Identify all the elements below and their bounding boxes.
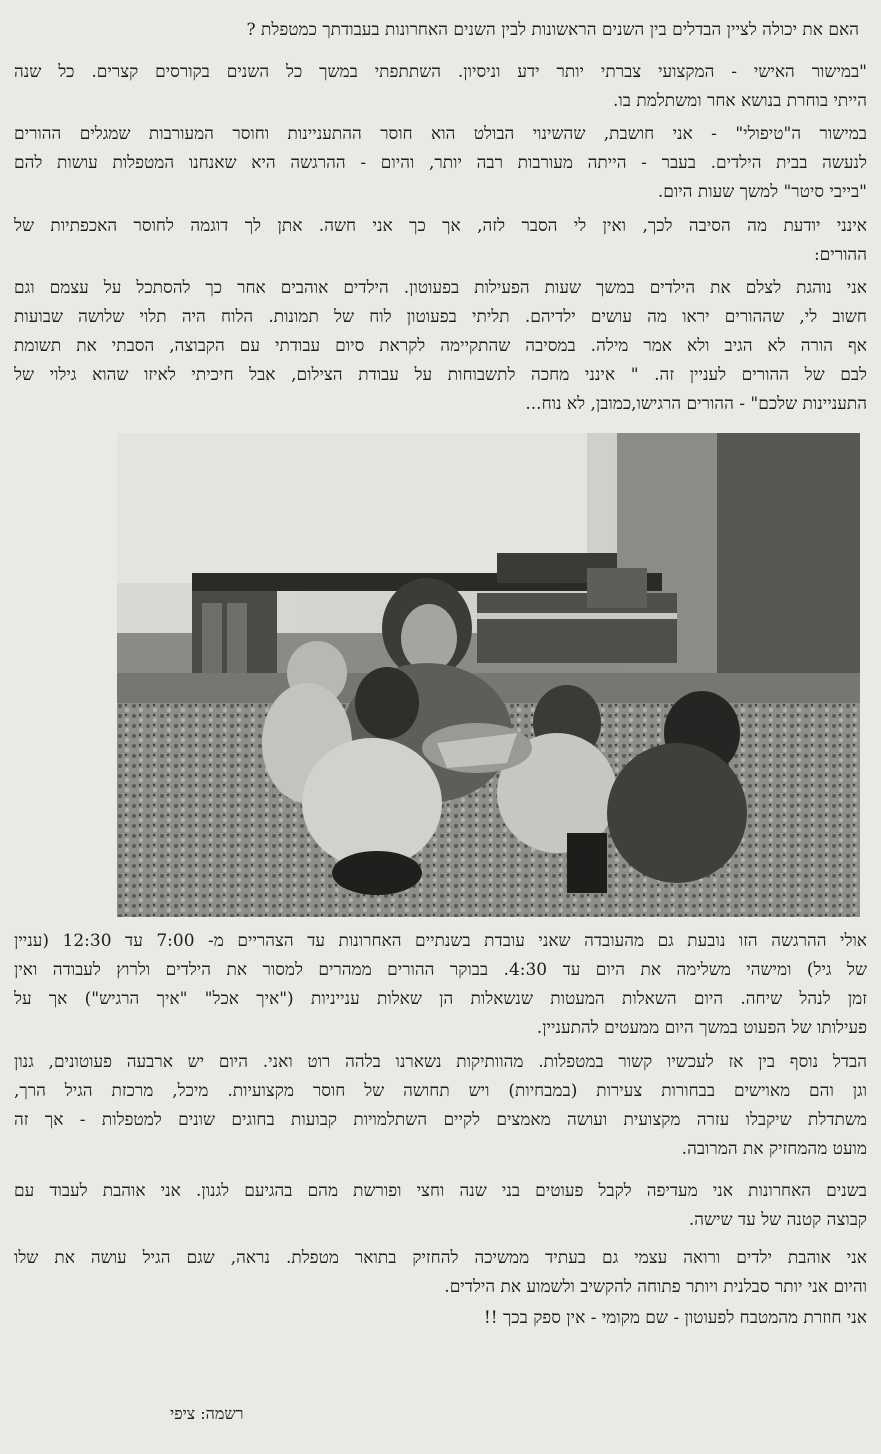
photograph <box>117 433 860 917</box>
paragraph-line: בשנים האחרונות אני מעדיפה לקבל פעוטים בני שנה וחצי ופורשת מהם בהגיעם לגנון. אני אוהבת לעבוד עם <box>14 1181 867 1201</box>
paragraph-line: פעילותו של הפעוט במשך היום ממעטים להתעניין. <box>536 1018 867 1038</box>
paragraph-line: אינני יודעת מה הסיבה לכך, ואין לי הסבר לזה, אך כך אני חשה. אתן לך דוגמה לחוסר האכפתיות של <box>14 216 867 236</box>
paragraph-line: אף הורה לא הגיב ולא אמר מילה. במסיבה שהתקיימה לקראת סיום עבודתי עם הקבוצה, הסבתי את תשומת <box>14 336 867 356</box>
paragraph-line: ההורים: <box>813 245 867 265</box>
paragraph-line: מועט מהמחזיק את המרובה. <box>681 1139 867 1159</box>
paragraph-9 <box>14 1304 867 1333</box>
paragraph-1 <box>14 58 867 116</box>
paragraph-line: אני נוהגת לצלם את הילדים במשך שעות הפעילות בפעוטון. הילדים אוהבים אחר כך להסתכל על עצמם וגם <box>14 278 867 298</box>
paragraph-line: משתדלת שיקבלו עזרה מקצועית ועושה מאמצים לקיים השתלמויות קבועות בחוגים שונים למטפלות - אך זה <box>14 1110 867 1130</box>
paragraph-line: קבוצה קטנה של עד שישה. <box>688 1210 867 1230</box>
photo-illustration <box>117 433 860 917</box>
paragraph-6 <box>14 1048 867 1164</box>
paragraph-line: אני אוהבת ילדים ורואה עצמי גם בעתיד ממשיכה להחזיק בתואר מטפלת. נראה, שגם הגיל עושה את שלו <box>14 1248 867 1268</box>
paragraph-8 <box>14 1244 867 1302</box>
paragraph-line: זמן לנהל שיחה. היום השאלות המעטות שנשאלות הן שאלות ענייניות ("איך אכל" "איך הרגיש") אך על <box>14 989 867 1009</box>
paragraph-line: במישור ה"טיפולי" - אני חושבת, שהשינוי הבולט הוא חוסר ההתעניינות וחוסר המעורבות שמגלים ההורים <box>14 124 867 144</box>
paragraph-line: אני חוזרת מהמטבח לפעוטון - שם מקומי - אין ספק בכך !! <box>483 1308 867 1328</box>
paragraph-line: "בייבי סיטר" למשך שעות היום. <box>657 182 867 202</box>
paragraph-4 <box>14 274 867 419</box>
paragraph-line: אולי ההרגשה הזו נובעת גם מהעובדה שאני עובדת בשנתיים האחרונות עד הצהריים מ- 7:00 עד 12:30 (עניין <box>14 931 867 951</box>
paragraph-7 <box>14 1177 867 1235</box>
paragraph-2 <box>14 120 867 207</box>
signature: רשמה: ציפי <box>170 1404 244 1423</box>
question-block <box>14 16 867 45</box>
paragraph-5 <box>14 927 867 1043</box>
paragraph-line: הבדל נוסף בין אז לעכשיו קשור במטפלות. מהוותיקות נשארנו בלהה רוט ואני. היום יש ארבעה פעוטונים, גנון <box>14 1052 867 1072</box>
paragraph-line: הייתי בוחרת בנושא אחר ומשתלמת בו. <box>613 91 867 111</box>
question-text: האם את יכולה לציין הבדלים בין השנים הראשונות לבין השנים האחרונות בעבודתך כמטפלת ? <box>246 20 859 40</box>
paragraph-line: וגן והם מאוישים בבחורות צעירות (במבחיות) ויש תחושה של חוסר מקצועיות. מיכל, מרכזת הגיל הרך, <box>14 1081 867 1101</box>
paragraph-line: "במישור האישי - המקצועי צברתי יותר ידע וניסיון. השתתפתי במשך כל השנים בקורסים קצרים. כל שנה <box>14 62 867 82</box>
paragraph-line: התעניינות שלכם" - ההורים הרגישו,כמובן, לא נוח... <box>525 394 867 414</box>
paragraph-line: חשוב לי, שההורים יראו מה עושים ילדיהם. תליתי בפעוטון לוח של תמונות. הלוח היה תלוי שלושה שבועות <box>14 307 867 327</box>
paragraph-line: והיום אני יותר סבלנית ויותר פתוחה להקשיב ולשמוע את הילדים. <box>444 1277 867 1297</box>
paragraph-line: של גיל) ומישהי משלימה את היום עד 4:30. בבוקר ההורים ממהרים למסור את הילדים ולרוץ לעבודה ואין <box>14 960 867 980</box>
paragraph-line: לנעשה בבית הילדים. בעבר - הייתה מעורבות רבה יותר, והיום - ההרגשה היא שאנחנו המטפלות עושות להם <box>14 153 867 173</box>
paragraph-3 <box>14 212 867 270</box>
paragraph-line: לבם של ההורים לעניין זה. " אינני מחכה לתשבוחות על עבודת הצילום, אבל חיכיתי לאיזו שהוא גילוי של <box>14 365 867 385</box>
